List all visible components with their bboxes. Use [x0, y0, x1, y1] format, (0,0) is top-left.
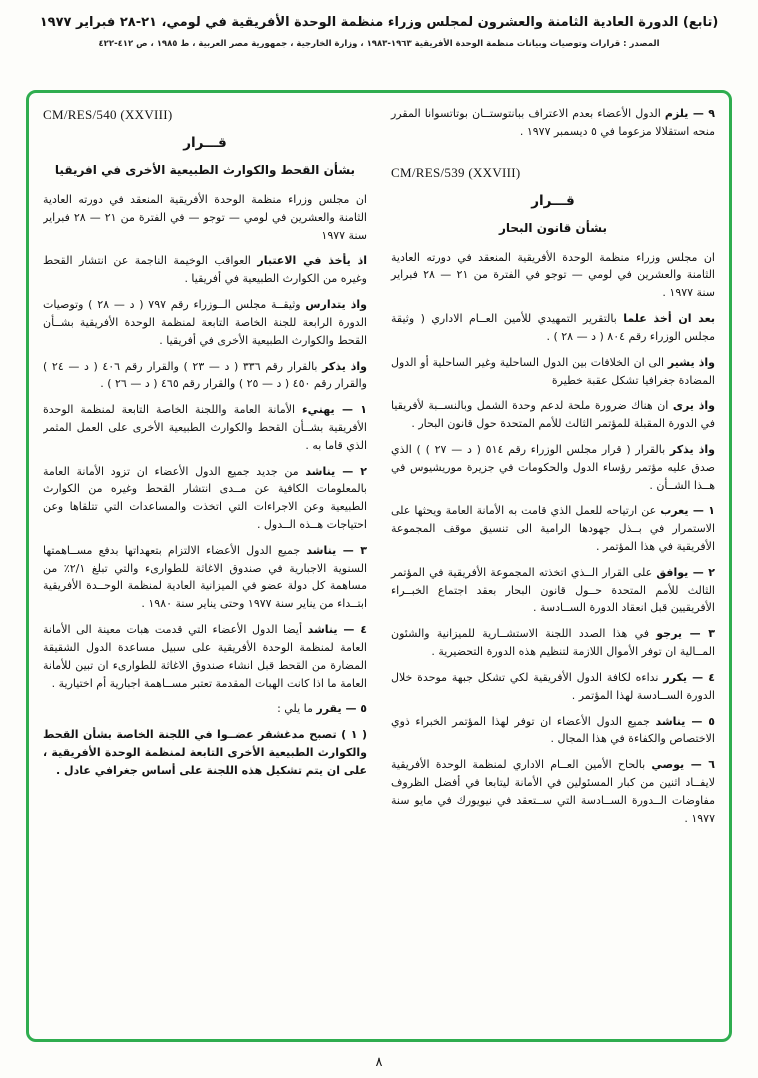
numbered-item-6 [391, 756, 715, 827]
item-number: ٥ — [341, 702, 367, 716]
numbered-item-2 [391, 564, 715, 617]
paragraph-lead: يهنيء [302, 403, 335, 417]
item-number: ٤ — [686, 670, 715, 684]
doc-ref-540: CM/RES/540 (XXVIII) [43, 107, 173, 122]
paragraph-text: جميع الدول الأعضاء الالتزام بتعهداتها بدفع مســاهمتها السنوية الاجبارية في صندوق الاغاثة للطوارىء والتي تبلغ ٢/١٪ من مساهمة كل دولة عضو في الميزانية العادية لمنظمة الوحــدة الأفريقية ابتــداء من يناير سنة ١٩٧٧ وحتى يناير سنة ١٩٨٠ . [43, 543, 367, 611]
item-number: ٣ — [682, 627, 715, 641]
numbered-item-3 [43, 542, 367, 613]
numbered-item-5 [391, 713, 715, 749]
header-source-line: المصدر : قرارات وتوصيات وبيانات منظمة الوحدة الأفريقية ١٩٦٣-١٩٨٣ ، وزارة الخارجية ، جمهورية مصر العربية ، ط ١٩٨٥ ، ص ٤١٢-٤٢٢ [98, 39, 660, 50]
doc-ref-539: CM/RES/539 (XXVIII) [391, 164, 521, 180]
paragraph-lead: واذ يذكر [669, 442, 715, 456]
paragraph-text: بالتقرير التمهيدي للأمين العــام الاداري ( وثيقة مجلس الوزراء رقم ٨٠٤ ( د — ٢٨ ) . [391, 312, 715, 343]
page-number: ٨ [375, 1055, 383, 1070]
item-number: ٢ — [688, 565, 715, 579]
paragraph-lead: بعد ان أخذ علما [623, 312, 715, 326]
resolution-540-subject: بشأن القحط والكوارث الطبيعية الأخرى في افريقيا [54, 163, 356, 177]
paragraph-lead: يوافق [656, 565, 689, 579]
paragraph-lead: واذ يذكر [322, 359, 368, 373]
paragraph [43, 296, 367, 349]
paragraph-lead: واذ يشير [667, 355, 715, 369]
paragraph-lead: اذ يأخذ في الاعتبار [257, 254, 367, 268]
paragraph-lead: يكرر [663, 670, 687, 684]
item-number: ٣ — [336, 543, 367, 557]
item-number: ١ — [334, 403, 367, 417]
paragraph [391, 310, 715, 346]
two-column-layout [43, 105, 715, 1027]
resolution-539-title: قـــرار [531, 192, 575, 209]
numbered-item-1 [391, 502, 715, 555]
paragraph-lead: يناشد [305, 464, 336, 478]
paragraph-lead: يقرر [316, 702, 342, 716]
paragraph [43, 252, 367, 288]
paragraph-lead: واذ يرى [672, 399, 715, 413]
item-number: ٩ — [688, 107, 715, 120]
paragraph-text: أيضا الدول الأعضاء التي قدمت هبات معينة الى الأمانة العامة لمنظمة الوحدة الأفريقية على سبيل مساعدة الدول الشقيقة المضارة من القحط قبل انشاء صندوق الاغاثة للطوارىء ان تبين للأمانة العامة ما اذا كانت الهبات المقدمة تعتبر مســاهمة اجبارية أم اختيارية . [43, 623, 367, 690]
numbered-item-5 [43, 700, 367, 718]
numbered-item-2 [43, 463, 367, 534]
paragraph [391, 441, 715, 494]
numbered-item-4 [43, 621, 367, 692]
paragraph-lead: يرجو [656, 627, 683, 641]
header-title: (تابع) الدورة العادية الثامنة والعشرون لمجلس وزراء منظمة الوحدة الأفريقية في لومي، ٢١-٢٨ فبراير ١٩٧٧ [39, 15, 719, 30]
paragraph-text: بالقرار رقم ٣٣٦ ( د — ٢٣ ) والقرار رقم ٤٠٦ ( د — ٢٤ ) والقرار رقم ٤٥٠ ( د — ٢٥ ) والقرار رقم ٤٦٥ ( د — ٢٦ ) . [43, 359, 367, 391]
paragraph-text: بالقرار ( قرار مجلس الوزراء رقم ٥١٤ ( د — ٢٧ ) ) الذي صدق عليه مؤتمر رؤساء الدول والحكومات في جزيرة موريشيوس في هــذا الشــأن . [391, 442, 715, 492]
column-right [391, 105, 715, 1027]
paragraph-lead: يوصي [651, 758, 685, 772]
resolution-538-item-9 [391, 105, 715, 141]
paragraph-text: الى ان الخلافات بين الدول الساحلية وغير الساحلية أو الدول المضادة جغرافيا تشكل عقبة خطيرة [391, 355, 715, 387]
item-number: ٦ — [684, 758, 715, 772]
paragraph-text: عن ارتياحه للعمل الذي قامت به الأمانة العامة ويحثها على الاستمرار في بــذل جهودها الرامية الى تنسيق موقف المجموعة الأفريقية في هذا المؤتمر . [391, 504, 715, 553]
paragraph-text: وثيقــة مجلس الــوزراء رقم ٧٩٧ ( د — ٢٨ ) وتوصيات الدورة الرابعة للجنة الخاصة التابعة لمنظمة الوحدة الأفريقية بشــأن القحط والكوارث الطبيعية الأخرى في أفريقيا . [43, 298, 367, 347]
paragraph-text: بالحاح الأمين العــام الاداري لمنظمة الوحدة الأفريقية لايفــاد اثنين من كبار المسئولين في الأمانة ليتابعا في أفضل الظروف مفاوضات الــدورة الســادسة التي ســتعقد في نيويورك في مايو سنة ١٩٧٧ . [391, 758, 715, 825]
paragraph-text: من جديد جميع الدول الأعضاء ان تزود الأمانة العامة بالمعلومات الكافية عن مــدى انتشار القحط وغيره من الكوارث الطبيعية وعن الاجراءات التي اتخذت والمساعدات التي تتلقاها وعن احتياجات هــذه الــدول . [43, 464, 367, 531]
item-number: ٤ — [337, 623, 367, 637]
numbered-item-4 [391, 669, 715, 705]
paragraph-lead: يعرب [660, 504, 689, 518]
paragraph-text: ان هناك ضرورة ملحة لدعم وحدة الشمل وبالنســبة لأفريقيا في الدورة المقبلة للمؤتمر الثالث للأمم المتحدة حول قانون البحار . [391, 399, 715, 431]
paragraph-text: ما يلي : [277, 702, 317, 716]
paragraph-text: على القرار الــذي اتخذته المجموعة الأفريقية في المؤتمر الثالث للأمم المتحدة حــول قانون البحار بعقد اجتماع الخبــراء الأفريقيين قبل انعقاد الدورة الســادسة . [391, 565, 715, 615]
paragraph-lead: يناشد [655, 714, 686, 728]
content-border-box [26, 90, 732, 1042]
numbered-item-3 [391, 625, 715, 661]
paragraph-text: الأمانة العامة واللجنة الخاصة التابعة لمنظمة الوحدة الأفريقية بشــأن القحط والكوارث الطبيعية الأخرى على العمل المثمر الذي قاما به . [43, 403, 367, 452]
paragraph [391, 354, 715, 390]
resolution-540-title: قـــرار [183, 135, 227, 151]
paragraph-lead: يلزم [664, 107, 689, 120]
numbered-item-1 [43, 401, 367, 454]
resolution-539-subject: بشأن قانون البحار [498, 220, 608, 235]
paragraph-text: في هذا الصدد اللجنة الاستشــارية للميزانية والشئون المــالية ان توفر الأموال اللازمة لتنظيم هذه الدورة التحضيرية . [391, 627, 715, 659]
paragraph [391, 397, 715, 433]
paragraph-text: ان مجلس وزراء منظمة الوحدة الأفريقية المنعقد في دورته العادية الثامنة والعشرين في لومي — توجو في الفترة من ٢١ — ٢٨ فبراير سنة ١٩٧٧ . [391, 250, 715, 300]
paragraph-lead: واذ يتدارس [305, 298, 367, 312]
column-left [43, 105, 367, 1027]
paragraph-text: ان مجلس وزراء منظمة الوحدة الأفريقية المنعقد في دورته العادية الثامنة والعشرين في لومي — توجو — في الفترة من ٢١ — ٢٨ فبراير سنة ١٩٧٧ [43, 193, 367, 242]
paragraph [43, 358, 367, 394]
paragraph-text: نداءه لكافة الدول الأفريقية لكي تشكل جبهة موحدة خلال الدورة الســادسة لهذا المؤتمر . [391, 670, 715, 702]
paragraph-text: العواقب الوخيمة الناجمة عن انتشار القحط وغيره من الكوارث الطبيعية في أفريقيا . [43, 254, 367, 286]
paragraph-lead: يناشد [307, 623, 338, 637]
item-number: ٥ — [685, 714, 715, 728]
paragraph-text: جميع الدول الأعضاء ان توفر لهذا المؤتمر الخبراء ذوي الاختصاص والكفاءة في هذا المجال . [391, 714, 715, 746]
item-number: ٢ — [335, 464, 367, 478]
decision-subitem-1 [43, 726, 367, 779]
item-number: ١ — [688, 504, 715, 518]
paragraph [43, 191, 367, 244]
page-header [28, 14, 730, 49]
paragraph-lead: ( ١ ) تصبح مدغشقر عضــوا في اللجنة الخاصة بشأن القحط والكوارث الطبيعية الأخرى التابعة لمنظمة الوحدة الأفريقية ، على ان يتم تشكيل هذه اللجنة على أساس جغرافي عادل . [43, 728, 368, 777]
paragraph [391, 249, 715, 302]
paragraph-text: الدول الأعضاء بعدم الاعتراف ببانتوستــان بوتاتسوانا المقرر منحه استقلالا مزعوما في ٥ ديسمبر ١٩٧٧ . [391, 107, 715, 138]
paragraph-lead: يناشد [306, 543, 337, 557]
